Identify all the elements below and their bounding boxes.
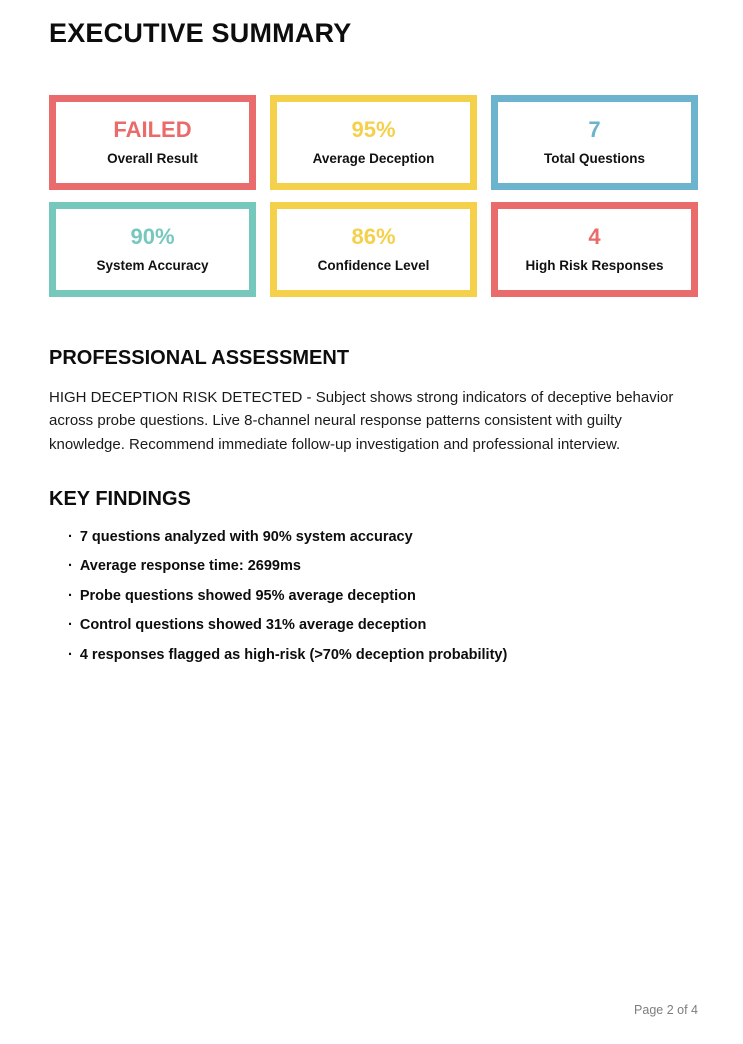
stat-cards-grid (49, 95, 698, 297)
key-finding-item (49, 589, 698, 605)
stat-value: FAILED (113, 117, 192, 143)
key-finding-text: 7 questions analyzed with 90% system accuracy (79, 528, 413, 545)
key-findings-section (49, 488, 698, 664)
page-number: Page 2 of 4 (634, 1003, 698, 1017)
bullet-dot: · (68, 646, 73, 663)
professional-assessment-body: HIGH DECEPTION RISK DETECTED - Subject shows strong indicators of deceptive behavior across probe questions. Live 8-channel neural response patterns consistent with guilty knowledge. Recommend immediate follow-up investigation and professional interview. (49, 389, 674, 453)
stat-label: High Risk Responses (525, 258, 664, 274)
stat-value: 90% (130, 224, 175, 250)
stat-value: 95% (351, 117, 396, 143)
bullet-dot: · (68, 558, 73, 575)
professional-assessment-heading: PROFESSIONAL ASSESSMENT (49, 347, 350, 369)
key-finding-item (49, 648, 698, 664)
stat-label: Average Deception (312, 151, 435, 167)
stat-card-overall-result (49, 95, 256, 190)
stat-card-total-questions (491, 95, 698, 190)
key-finding-text: Probe questions showed 95% average deception (79, 587, 416, 604)
stat-value: 4 (588, 224, 601, 250)
bullet-dot: · (68, 528, 73, 545)
stat-label: System Accuracy (96, 258, 209, 274)
key-finding-item (49, 530, 698, 546)
bullet-dot: · (68, 587, 73, 604)
stat-card-high-risk-responses (491, 202, 698, 297)
stat-card-system-accuracy (49, 202, 256, 297)
key-finding-text: 4 responses flagged as high-risk (>70% deception probability) (79, 646, 508, 663)
key-findings-heading: KEY FINDINGS (49, 487, 191, 510)
professional-assessment-section (49, 347, 698, 456)
bullet-dot: · (68, 617, 73, 634)
key-finding-text: Control questions showed 31% average deception (79, 617, 427, 634)
key-finding-item (49, 618, 698, 634)
stat-label: Confidence Level (317, 258, 430, 274)
page-title: EXECUTIVE SUMMARY (49, 18, 352, 48)
stat-label: Total Questions (543, 151, 645, 167)
key-finding-item (49, 559, 698, 575)
stat-card-average-deception (270, 95, 477, 190)
key-finding-text: Average response time: 2699ms (79, 558, 301, 575)
stat-value: 7 (588, 117, 601, 143)
stat-label: Overall Result (107, 151, 198, 167)
stat-value: 86% (351, 224, 396, 250)
key-findings-list (49, 530, 698, 664)
stat-card-confidence-level (270, 202, 477, 297)
